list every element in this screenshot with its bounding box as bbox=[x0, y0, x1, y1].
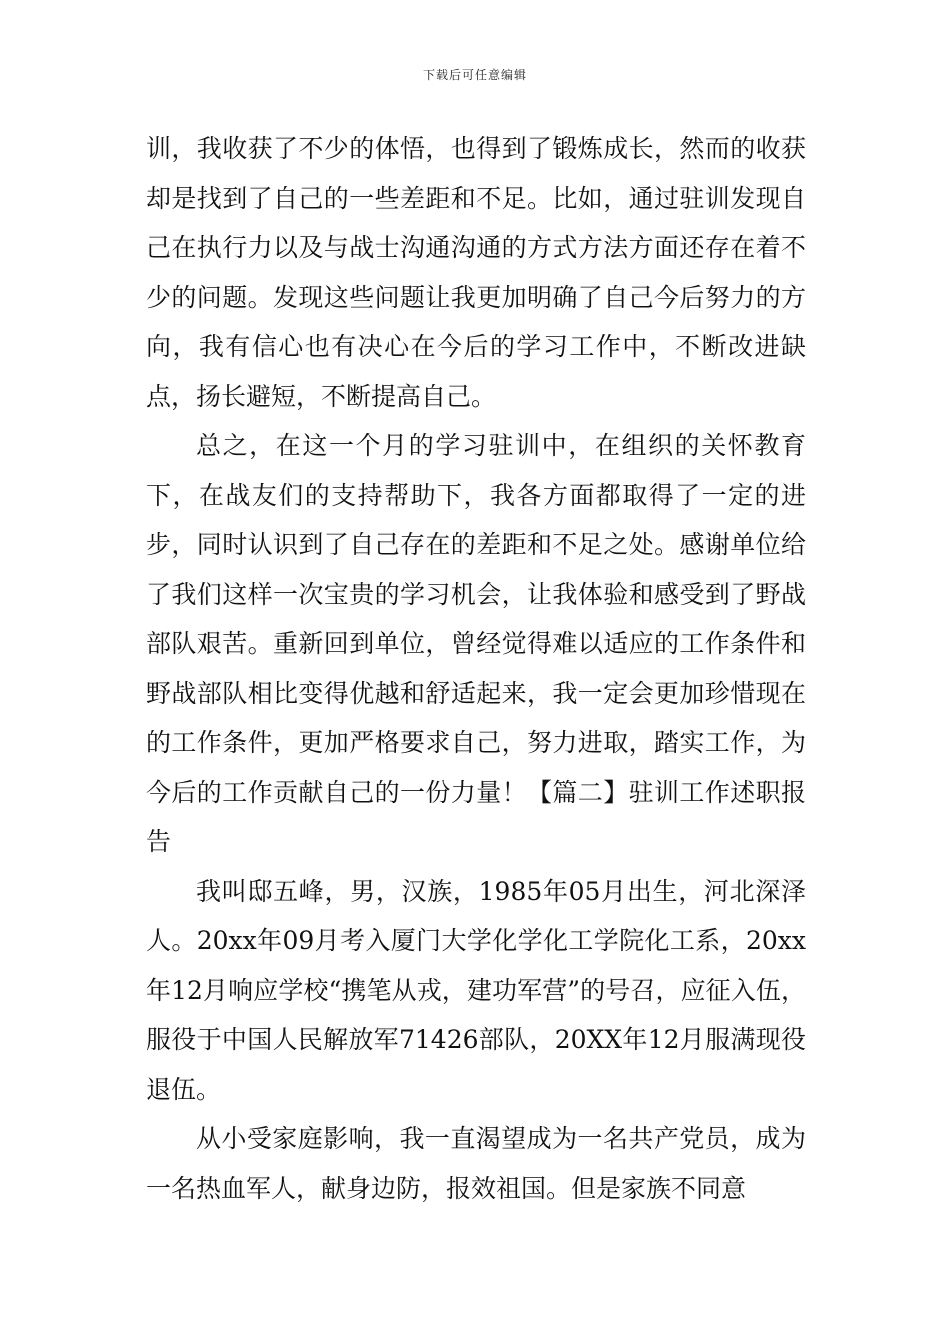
paragraph: 从小受家庭影响，我一直渴望成为一名共产党员，成为一名热血军人，献身边防，报效祖国。但是家族不同意 bbox=[146, 1124, 806, 1203]
paragraph: 总之，在这一个月的学习驻训中，在组织的关怀教育下，在战友们的支持帮助下，我各方面都取得了一定的进步，同时认识到了自己存在的差距和不足之处。感谢单位给了我们这样一次宝贵的学习机会，让我体验和感受到了野战部队艰苦。重新回到单位，曾经觉得难以适应的工作条件和野战部队相比变得优越和舒适起来，我一定会更加珍惜现在的工作条件，更加严格要求自己，努力进取，踏实工作，为今后的工作贡献自己的一份力量！【篇二】驻训工作述职报告 bbox=[146, 431, 806, 856]
paragraph: 我叫邸五峰，男，汉族，1985年05月出生，河北深泽人。20xx年09月考入厦门大学化学化工学院化工系，20xx年12月响应学校“携笔从戎，建功军营”的号召，应征入伍，服役于中国人民解放军71426部队，20XX年12月服满现役退伍。 bbox=[146, 876, 806, 1104]
document-body bbox=[146, 124, 806, 1213]
page-header: 下载后可任意编辑 bbox=[422, 68, 527, 82]
paragraph: 训，我收获了不少的体悟，也得到了锻炼成长，然而的收获却是找到了自己的一些差距和不足。比如，通过驻训发现自己在执行力以及与战士沟通沟通的方式方法方面还存在着不少的问题。发现这些问题让我更加明确了自己今后努力的方向，我有信心也有决心在今后的学习工作中，不断改进缺点，扬长避短，不断提高自己。 bbox=[146, 134, 806, 411]
